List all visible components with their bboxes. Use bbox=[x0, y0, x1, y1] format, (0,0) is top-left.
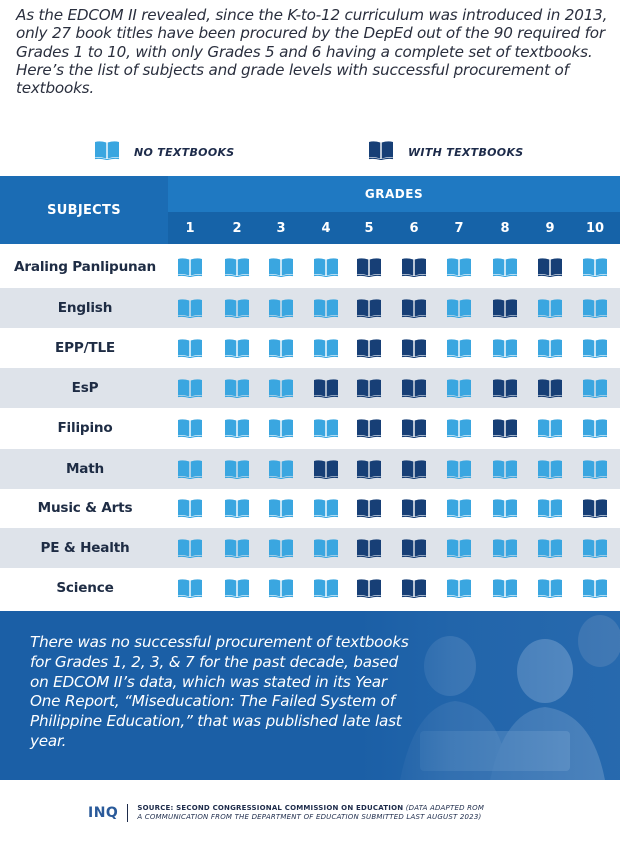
book-icon-no-textbooks bbox=[177, 298, 203, 318]
book-icon-no-textbooks bbox=[492, 459, 518, 479]
book-icon-no-textbooks bbox=[224, 298, 250, 318]
book-icon-no-textbooks bbox=[268, 378, 294, 398]
source-note-1: (DATA ADAPTED ROM bbox=[405, 803, 485, 812]
intro-paragraph: As the EDCOM II revealed, since the K-to-12 curriculum was introduced in 2013, only 27 book titles have been procured by the DepEd out of the 90 required for Grades 1 to 10, with only Grades 5 and 6 having a complete set of textbooks. Here’s the list of subjects and grade levels with successful procurement of textbooks. bbox=[16, 6, 608, 98]
book-icon-no-textbooks bbox=[582, 378, 608, 398]
table-row bbox=[0, 408, 620, 448]
table-header bbox=[0, 176, 620, 244]
subject-label: Science bbox=[56, 580, 114, 596]
subject-label: Filipino bbox=[57, 420, 113, 436]
book-icon-no-textbooks bbox=[582, 578, 608, 598]
book-icon-no-textbooks bbox=[537, 338, 563, 358]
book-icon-no-textbooks bbox=[446, 418, 472, 438]
book-icon-with-textbooks bbox=[401, 338, 427, 358]
book-icon-no-textbooks bbox=[446, 498, 472, 518]
legend-no-textbooks-label: NO TEXTBOOKS bbox=[134, 145, 235, 159]
book-icon-with-textbooks bbox=[537, 257, 563, 277]
grade-header-9: 9 bbox=[545, 220, 555, 236]
book-icon-no-textbooks bbox=[582, 338, 608, 358]
book-icon-no-textbooks bbox=[537, 459, 563, 479]
book-icon-no-textbooks bbox=[268, 459, 294, 479]
source-note-2: A COMMUNICATION FROM THE DEPARTMENT OF EDUCATION SUBMITTED LAST AUGUST 2023) bbox=[137, 813, 482, 821]
table-row bbox=[0, 288, 620, 328]
legend-with-textbooks bbox=[368, 141, 524, 163]
book-icon-no-textbooks bbox=[446, 538, 472, 558]
source-text bbox=[137, 804, 484, 823]
book-icon-no-textbooks bbox=[268, 538, 294, 558]
book-icon-with-textbooks bbox=[356, 338, 382, 358]
book-icon-no-textbooks bbox=[313, 498, 339, 518]
book-icon-with-textbooks bbox=[356, 538, 382, 558]
book-icon-with-textbooks bbox=[492, 298, 518, 318]
book-icon-no-textbooks bbox=[224, 257, 250, 277]
book-icon-with-textbooks bbox=[401, 578, 427, 598]
book-icon-no-textbooks bbox=[224, 459, 250, 479]
book-icon-no-textbooks bbox=[224, 378, 250, 398]
book-icon-no-textbooks bbox=[313, 298, 339, 318]
book-icon-with-textbooks bbox=[356, 378, 382, 398]
book-icon-no-textbooks bbox=[492, 257, 518, 277]
book-icon-with-textbooks bbox=[492, 418, 518, 438]
table-row bbox=[0, 368, 620, 408]
book-icon-with-textbooks bbox=[313, 459, 339, 479]
book-icon-with-textbooks bbox=[356, 498, 382, 518]
book-icon-with-textbooks bbox=[401, 257, 427, 277]
book-icon-no-textbooks bbox=[177, 538, 203, 558]
book-icon-no-textbooks bbox=[313, 338, 339, 358]
subject-label: Araling Panlipunan bbox=[14, 259, 156, 275]
book-icon-no-textbooks bbox=[177, 378, 203, 398]
grade-header-3: 3 bbox=[276, 220, 286, 236]
book-icon-no-textbooks bbox=[177, 257, 203, 277]
book-icon-no-textbooks bbox=[446, 298, 472, 318]
legend-no-textbooks bbox=[94, 141, 235, 163]
book-icon-no-textbooks bbox=[224, 338, 250, 358]
table-row bbox=[0, 247, 620, 287]
book-icon-no-textbooks bbox=[177, 459, 203, 479]
book-icon-no-textbooks bbox=[268, 338, 294, 358]
grade-header-1: 1 bbox=[185, 220, 195, 236]
subject-label: EsP bbox=[71, 380, 99, 396]
book-icon-no-textbooks bbox=[582, 257, 608, 277]
table-row bbox=[0, 449, 620, 489]
book-icon-light bbox=[94, 140, 120, 164]
grade-header-8: 8 bbox=[500, 220, 510, 236]
book-icon-no-textbooks bbox=[582, 298, 608, 318]
subject-label: PE & Health bbox=[40, 540, 130, 556]
book-icon-no-textbooks bbox=[537, 538, 563, 558]
book-icon-no-textbooks bbox=[446, 578, 472, 598]
book-icon-no-textbooks bbox=[268, 498, 294, 518]
inq-logo: INQ bbox=[88, 805, 119, 821]
book-icon-no-textbooks bbox=[446, 459, 472, 479]
book-icon-no-textbooks bbox=[446, 257, 472, 277]
book-icon-no-textbooks bbox=[446, 378, 472, 398]
book-icon-with-textbooks bbox=[356, 459, 382, 479]
book-icon-no-textbooks bbox=[537, 418, 563, 438]
book-icon-no-textbooks bbox=[268, 418, 294, 438]
table-row bbox=[0, 328, 620, 368]
subject-label: EPP/TLE bbox=[55, 340, 115, 356]
book-icon-with-textbooks bbox=[356, 578, 382, 598]
book-icon-no-textbooks bbox=[492, 498, 518, 518]
table-row bbox=[0, 488, 620, 528]
legend-with-textbooks-label: WITH TEXTBOOKS bbox=[408, 145, 524, 159]
book-icon-no-textbooks bbox=[537, 498, 563, 518]
book-icon-no-textbooks bbox=[177, 498, 203, 518]
summary-band bbox=[0, 611, 620, 780]
book-icon-no-textbooks bbox=[313, 257, 339, 277]
book-icon-with-textbooks bbox=[356, 298, 382, 318]
subject-label: English bbox=[57, 300, 113, 316]
book-icon-with-textbooks bbox=[313, 378, 339, 398]
grade-numbers-row bbox=[168, 212, 620, 244]
book-icon-with-textbooks bbox=[582, 498, 608, 518]
book-icon-with-textbooks bbox=[401, 498, 427, 518]
subject-label: Math bbox=[65, 461, 105, 477]
book-icon-no-textbooks bbox=[582, 538, 608, 558]
grade-header-7: 7 bbox=[454, 220, 464, 236]
book-icon-no-textbooks bbox=[224, 498, 250, 518]
book-icon-with-textbooks bbox=[401, 538, 427, 558]
book-icon-no-textbooks bbox=[268, 257, 294, 277]
grade-header-10: 10 bbox=[585, 220, 605, 236]
book-icon-no-textbooks bbox=[224, 418, 250, 438]
grades-header: GRADES bbox=[168, 176, 620, 212]
book-icon-dark bbox=[368, 140, 394, 164]
grade-header-4: 4 bbox=[321, 220, 331, 236]
book-icon-no-textbooks bbox=[224, 538, 250, 558]
book-icon-no-textbooks bbox=[537, 578, 563, 598]
book-icon-with-textbooks bbox=[401, 378, 427, 398]
book-icon-no-textbooks bbox=[177, 578, 203, 598]
book-icon-with-textbooks bbox=[356, 418, 382, 438]
source-divider bbox=[127, 804, 128, 822]
book-icon-no-textbooks bbox=[446, 338, 472, 358]
grade-header-2: 2 bbox=[232, 220, 242, 236]
book-icon-no-textbooks bbox=[537, 298, 563, 318]
book-icon-with-textbooks bbox=[537, 378, 563, 398]
book-icon-with-textbooks bbox=[401, 459, 427, 479]
summary-text: There was no successful procurement of textbooks for Grades 1, 2, 3, & 7 for the past decade, based on EDCOM II’s data, which was stated in its Year One Report, “Miseducation: The Failed System of Philippine Education,” that was published late last year. bbox=[30, 633, 409, 750]
book-icon-no-textbooks bbox=[582, 418, 608, 438]
book-icon-no-textbooks bbox=[268, 578, 294, 598]
book-icon-no-textbooks bbox=[177, 338, 203, 358]
source-label: SOURCE: SECOND CONGRESSIONAL COMMISSION ON EDUCATION bbox=[137, 803, 404, 812]
grade-header-6: 6 bbox=[409, 220, 419, 236]
table-row bbox=[0, 568, 620, 608]
grade-header-5: 5 bbox=[364, 220, 374, 236]
table-row bbox=[0, 528, 620, 568]
book-icon-no-textbooks bbox=[492, 578, 518, 598]
book-icon-no-textbooks bbox=[313, 578, 339, 598]
subjects-header: SUBJECTS bbox=[47, 202, 121, 218]
source-credit bbox=[88, 798, 608, 828]
book-icon-no-textbooks bbox=[224, 578, 250, 598]
book-icon-no-textbooks bbox=[582, 459, 608, 479]
book-icon-with-textbooks bbox=[401, 298, 427, 318]
book-icon-with-textbooks bbox=[492, 378, 518, 398]
book-icon-no-textbooks bbox=[313, 538, 339, 558]
book-icon-no-textbooks bbox=[313, 418, 339, 438]
book-icon-no-textbooks bbox=[268, 298, 294, 318]
book-icon-no-textbooks bbox=[492, 338, 518, 358]
book-icon-no-textbooks bbox=[492, 538, 518, 558]
subject-label: Music & Arts bbox=[37, 500, 133, 516]
book-icon-no-textbooks bbox=[177, 418, 203, 438]
book-icon-with-textbooks bbox=[356, 257, 382, 277]
book-icon-with-textbooks bbox=[401, 418, 427, 438]
